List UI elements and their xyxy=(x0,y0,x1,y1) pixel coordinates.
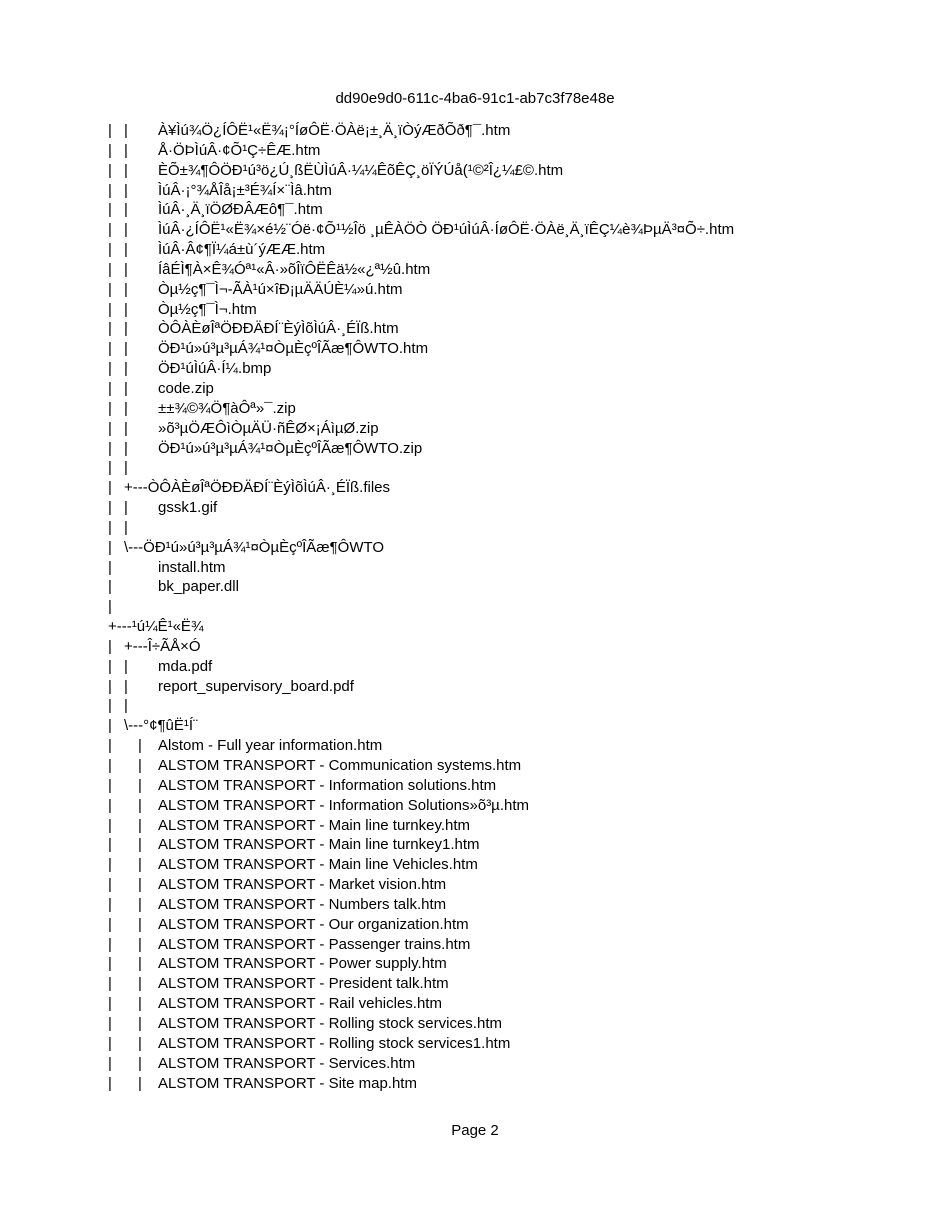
tree-line xyxy=(0,756,950,776)
tree-branch-inner: | xyxy=(138,816,142,834)
tree-entry-name: ALSTOM TRANSPORT - Rolling stock services1.htm xyxy=(158,1034,511,1052)
tree-branch-inner: | xyxy=(138,935,142,953)
tree-entry-name: ÌúÂ·¸Ä¸ïÖØÐÂÆô¶¯.htm xyxy=(158,201,323,219)
tree-branch-outer: | xyxy=(108,360,112,378)
tree-entry-name: »õ³µÖÆÔìÒµÄÜ·ñÊØ×¡ÁìµØ.zip xyxy=(158,419,379,437)
tree-entry-name: ALSTOM TRANSPORT - Main line Vehicles.htm xyxy=(158,856,478,874)
tree-line xyxy=(0,498,950,518)
tree-line xyxy=(0,994,950,1014)
tree-branch-inner: | xyxy=(138,1034,142,1052)
tree-branch-inner: | xyxy=(124,419,128,437)
tree-branch-inner: | xyxy=(124,499,128,517)
tree-line xyxy=(0,1074,950,1094)
tree-branch-outer: | xyxy=(108,260,112,278)
tree-line xyxy=(0,121,950,141)
tree-line xyxy=(0,855,950,875)
tree-entry-name: ALSTOM TRANSPORT - Rolling stock services.htm xyxy=(158,1014,502,1032)
tree-branch-outer: | xyxy=(108,935,112,953)
tree-branch-inner: | xyxy=(138,876,142,894)
tree-branch-outer: | xyxy=(108,578,112,596)
tree-branch-inner: | xyxy=(124,300,128,318)
tree-line xyxy=(0,835,950,855)
tree-line xyxy=(0,141,950,161)
tree-entry-name: À¥Ìú¾Ö¿ÍÔË¹«Ë¾¡°ÍøÔË·ÖÀë¡±¸Ä¸ïÒýÆðÕð¶¯.htm xyxy=(158,122,511,139)
tree-entry-name: mda.pdf xyxy=(158,657,213,675)
tree-branch-outer: | xyxy=(108,995,112,1013)
tree-branch-inner: | xyxy=(124,340,128,358)
tree-branch-inner: | xyxy=(124,439,128,457)
tree-branch-outer: | xyxy=(108,856,112,874)
tree-branch-outer: | xyxy=(108,737,112,755)
tree-branch-inner: | xyxy=(124,260,128,278)
tree-branch-inner: | xyxy=(124,697,128,715)
tree-branch-outer: | xyxy=(108,201,112,219)
tree-line xyxy=(0,617,950,637)
tree-branch-outer: | xyxy=(108,637,112,655)
tree-branch-inner: | xyxy=(124,320,128,338)
tree-entry-name: bk_paper.dll xyxy=(158,578,239,596)
tree-line xyxy=(0,677,950,697)
tree-branch-inner: | xyxy=(138,895,142,913)
tree-line xyxy=(0,1034,950,1054)
tree-branch-inner: | xyxy=(138,776,142,794)
tree-branch-outer: | xyxy=(108,677,112,695)
tree-entry-name: gssk1.gif xyxy=(158,499,218,517)
tree-entry-name: ÌúÂ·Â¢¶Ï¼á±ù´ýÆÆ.htm xyxy=(158,241,326,259)
tree-line xyxy=(0,478,950,498)
tree-branch-inner: +---Î÷ÃÅ×Ó xyxy=(124,637,201,655)
tree-line xyxy=(0,260,950,280)
tree-line xyxy=(0,161,950,181)
tree-entry-name: install.htm xyxy=(158,558,226,576)
tree-branch-outer: | xyxy=(108,499,112,517)
tree-line xyxy=(0,696,950,716)
tree-line xyxy=(0,875,950,895)
tree-branch-outer: | xyxy=(108,876,112,894)
tree-line xyxy=(0,240,950,260)
tree-line xyxy=(0,816,950,836)
tree-branch-outer: | xyxy=(108,717,112,735)
tree-line xyxy=(0,399,950,419)
tree-branch-outer: | xyxy=(108,141,112,159)
tree-branch-outer: | xyxy=(108,955,112,973)
tree-branch-outer: | xyxy=(108,241,112,259)
tree-branch-outer: | xyxy=(108,439,112,457)
tree-entry-name: ÌúÂ·¡°¾ÅÎå¡±³É¾Í×¨Ìâ.htm xyxy=(158,181,332,199)
tree-branch-outer: | xyxy=(108,538,112,556)
tree-entry-name: code.zip xyxy=(158,379,214,397)
tree-branch-outer: +---¹ú¼Ê¹«Ë¾ xyxy=(108,618,204,636)
tree-entry-name: ALSTOM TRANSPORT - Main line turnkey1.htm xyxy=(158,836,480,854)
tree-branch-outer: | xyxy=(108,1054,112,1072)
tree-branch-outer: | xyxy=(108,915,112,933)
tree-branch-inner: | xyxy=(124,379,128,397)
tree-branch-outer: | xyxy=(108,816,112,834)
tree-entry-name: ÒÔÀÈøÎªÖÐÐÄÐÍ¨ÈýÌõÌúÂ·¸ÉÏß.htm xyxy=(158,320,399,338)
tree-branch-inner: | xyxy=(138,1014,142,1032)
tree-branch-outer: | xyxy=(108,1014,112,1032)
tree-branch-inner: | xyxy=(138,955,142,973)
tree-line xyxy=(0,796,950,816)
tree-branch-inner: | xyxy=(124,657,128,675)
tree-entry-name: ±±¾©¾Ö¶àÔª»¯.zip xyxy=(158,399,296,417)
tree-line xyxy=(0,597,950,617)
page-number: Page 2 xyxy=(451,1122,499,1139)
tree-entry-name: ALSTOM TRANSPORT - Site map.htm xyxy=(158,1074,417,1092)
tree-branch-outer: | xyxy=(108,181,112,199)
tree-entry-name: ÈÕ±¾¶ÔÖÐ¹ú³ö¿Ú¸ßËÙÌúÂ·¼¼ÊõÊÇ¸öÏÝÚå(¹©²Î¿¼£©.htm xyxy=(158,161,564,179)
tree-branch-inner: | xyxy=(124,161,128,179)
tree-branch-inner: | xyxy=(138,975,142,993)
tree-line xyxy=(0,538,950,558)
tree-entry-name: ALSTOM TRANSPORT - Market vision.htm xyxy=(158,876,447,894)
tree-branch-inner: | xyxy=(124,677,128,695)
tree-line xyxy=(0,954,950,974)
tree-line xyxy=(0,300,950,320)
tree-line xyxy=(0,895,950,915)
tree-line xyxy=(0,974,950,994)
tree-branch-outer: | xyxy=(108,459,112,477)
page-header: dd90e9d0-611c-4ba6-91c1-ab7c3f78e48e xyxy=(335,90,615,107)
tree-line xyxy=(0,220,950,240)
tree-entry-name: ALSTOM TRANSPORT - Our organization.htm xyxy=(158,915,469,933)
tree-entry-name: ALSTOM TRANSPORT - Communication systems.htm xyxy=(158,757,522,774)
tree-entry-name: ALSTOM TRANSPORT - Power supply.htm xyxy=(158,955,447,973)
tree-branch-inner: | xyxy=(138,1074,142,1092)
tree-branch-outer: | xyxy=(108,558,112,576)
tree-branch-inner: | xyxy=(124,241,128,259)
tree-entry-name: ALSTOM TRANSPORT - Information Solutions»õ³µ.htm xyxy=(158,796,530,814)
tree-branch-outer: | xyxy=(108,796,112,814)
tree-branch-inner: | xyxy=(138,915,142,933)
tree-line xyxy=(0,1014,950,1034)
directory-tree xyxy=(0,121,950,1093)
tree-branch-inner: | xyxy=(124,141,128,159)
tree-branch-inner: \---ÖÐ¹ú»ú³µ³µÁ¾¹¤ÒµÈçºÎÃæ¶ÔWTO xyxy=(124,538,385,556)
tree-branch-inner: | xyxy=(138,836,142,854)
tree-entry-name: Å·ÖÞÌúÂ·¢Õ¹Ç÷ÊÆ.htm xyxy=(158,141,321,159)
tree-branch-outer: | xyxy=(108,657,112,675)
tree-line xyxy=(0,458,950,478)
tree-entry-name: ÖÐ¹úÌúÂ·Í¼.bmp xyxy=(158,360,272,378)
tree-branch-outer: | xyxy=(108,895,112,913)
tree-line xyxy=(0,518,950,538)
tree-branch-inner: | xyxy=(138,995,142,1013)
tree-line xyxy=(0,736,950,756)
tree-branch-inner: | xyxy=(124,360,128,378)
tree-line xyxy=(0,339,950,359)
tree-branch-outer: | xyxy=(108,221,112,239)
tree-branch-inner: | xyxy=(124,181,128,199)
tree-entry-name: report_supervisory_board.pdf xyxy=(158,677,354,695)
tree-branch-outer: | xyxy=(108,320,112,338)
tree-branch-outer: | xyxy=(108,598,112,616)
tree-entry-name: ÖÐ¹ú»ú³µ³µÁ¾¹¤ÒµÈçºÎÃæ¶ÔWTO.zip xyxy=(158,439,423,457)
tree-entry-name: Alstom - Full year information.htm xyxy=(158,737,383,755)
tree-branch-outer: | xyxy=(108,161,112,179)
tree-branch-inner: | xyxy=(138,1054,142,1072)
tree-branch-inner: | xyxy=(124,280,128,298)
tree-entry-name: ÖÐ¹ú»ú³µ³µÁ¾¹¤ÒµÈçºÎÃæ¶ÔWTO.htm xyxy=(158,340,429,358)
tree-branch-outer: | xyxy=(108,975,112,993)
tree-branch-inner: +---ÒÔÀÈøÎªÖÐÐÄÐÍ¨ÈýÌõÌúÂ·¸ÉÏß.files xyxy=(124,479,391,497)
tree-line xyxy=(0,637,950,657)
tree-entry-name: ALSTOM TRANSPORT - Numbers talk.htm xyxy=(158,895,447,913)
tree-branch-outer: | xyxy=(108,479,112,497)
tree-entry-name: ÍâÉÌ¶À×Ê¾Óª¹«Â·»õÎïÔËÊä½«¿ª½û.htm xyxy=(158,260,431,278)
tree-branch-outer: | xyxy=(108,757,112,774)
tree-entry-name: ALSTOM TRANSPORT - President talk.htm xyxy=(158,975,449,993)
tree-branch-outer: | xyxy=(108,300,112,318)
tree-branch-inner: | xyxy=(138,796,142,814)
tree-line xyxy=(0,200,950,220)
tree-line xyxy=(0,319,950,339)
tree-branch-outer: | xyxy=(108,518,112,536)
tree-line xyxy=(0,359,950,379)
tree-branch-inner: | xyxy=(124,122,128,139)
tree-branch-outer: | xyxy=(108,379,112,397)
tree-branch-outer: | xyxy=(108,1034,112,1052)
tree-line xyxy=(0,379,950,399)
tree-branch-outer: | xyxy=(108,122,112,139)
tree-line xyxy=(0,439,950,459)
tree-branch-inner: \---°¢¶ûË¹Í¨ xyxy=(124,717,199,735)
tree-line xyxy=(0,716,950,736)
tree-line xyxy=(0,558,950,578)
tree-branch-inner: | xyxy=(124,518,128,536)
tree-entry-name: Òµ½ç¶¯Ì¬.htm xyxy=(158,300,257,318)
tree-branch-outer: | xyxy=(108,340,112,358)
tree-entry-name: Òµ½ç¶¯Ì¬-ÃÀ¹ú×îÐ¡µÄÄÚÈ¼»ú.htm xyxy=(158,280,403,298)
tree-line xyxy=(0,280,950,300)
tree-branch-outer: | xyxy=(108,697,112,715)
tree-branch-outer: | xyxy=(108,776,112,794)
tree-entry-name: ALSTOM TRANSPORT - Services.htm xyxy=(158,1054,416,1072)
tree-branch-inner: | xyxy=(124,201,128,219)
tree-entry-name: ALSTOM TRANSPORT - Passenger trains.htm xyxy=(158,935,471,953)
tree-line xyxy=(0,935,950,955)
tree-line xyxy=(0,657,950,677)
tree-branch-outer: | xyxy=(108,1074,112,1092)
tree-branch-outer: | xyxy=(108,419,112,437)
tree-branch-outer: | xyxy=(108,836,112,854)
tree-entry-name: ALSTOM TRANSPORT - Information solutions.htm xyxy=(158,776,497,794)
tree-branch-inner: | xyxy=(138,757,142,774)
tree-line xyxy=(0,181,950,201)
tree-entry-name: ÌúÂ·¿ÍÔË¹«Ë¾×é½¨Óë·¢Õ¹½Îö ¸µÊÀÖÒ ÖÐ¹úÌúÂ·ÍøÔË·ÖÀë¸Ä¸ïÊÇ¼è¾ÞµÄ³¤Õ÷.htm xyxy=(158,221,735,239)
tree-line xyxy=(0,1054,950,1074)
tree-branch-outer: | xyxy=(108,280,112,298)
tree-branch-inner: | xyxy=(138,737,142,755)
tree-branch-inner: | xyxy=(124,399,128,417)
tree-line xyxy=(0,577,950,597)
tree-line xyxy=(0,776,950,796)
tree-line xyxy=(0,419,950,439)
tree-branch-outer: | xyxy=(108,399,112,417)
tree-line xyxy=(0,915,950,935)
tree-entry-name: ALSTOM TRANSPORT - Rail vehicles.htm xyxy=(158,995,442,1013)
tree-branch-inner: | xyxy=(124,221,128,239)
tree-branch-inner: | xyxy=(124,459,128,477)
tree-entry-name: ALSTOM TRANSPORT - Main line turnkey.htm xyxy=(158,816,471,834)
tree-branch-inner: | xyxy=(138,856,142,874)
